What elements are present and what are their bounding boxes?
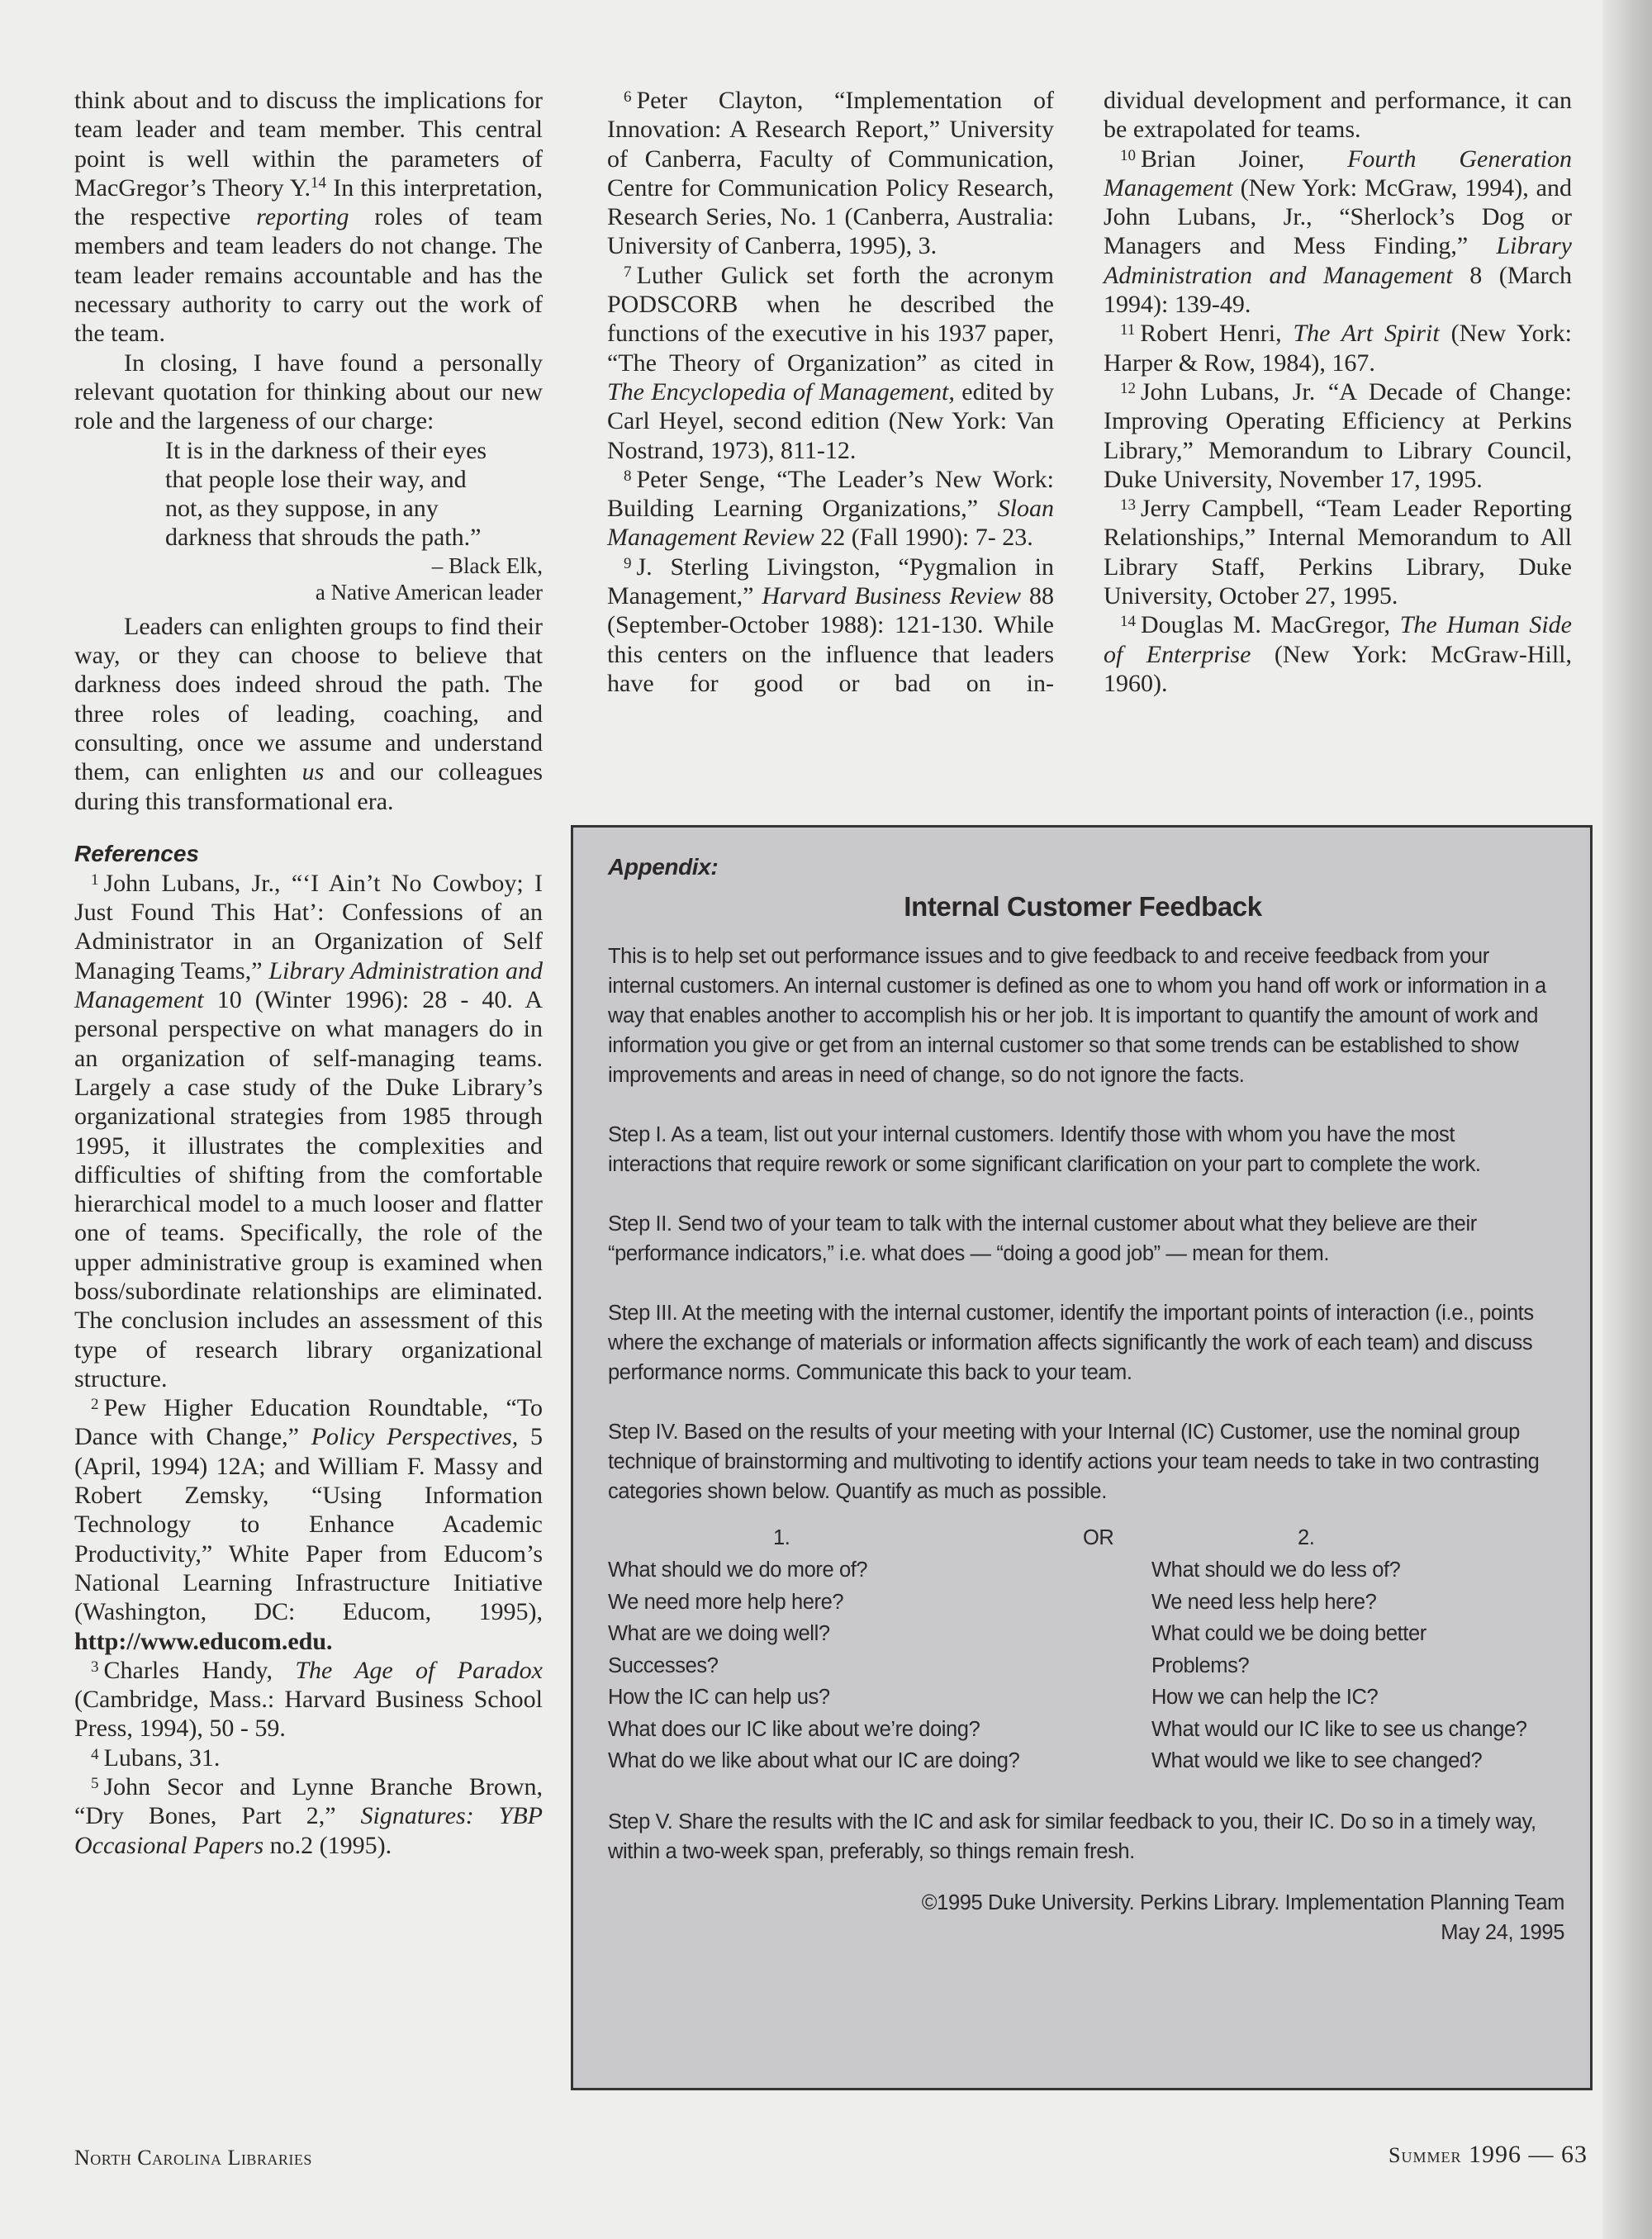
text-run: Robert Henri,: [1140, 320, 1294, 348]
text-run: Peter Clayton, “Implementation of Innovation: A Research Report,” University of Canberra, Faculty of Communication, Centre for Communication Policy Research, Research Series, No. 1 (Canberra, Australia: University of Canberra, 1995), 3.: [607, 87, 1054, 260]
ref-number: 4: [91, 1745, 99, 1763]
ref-number: 9: [624, 554, 632, 572]
question-col1: Successes?: [608, 1653, 719, 1677]
footnote-ref[interactable]: 14: [311, 173, 327, 192]
question-col1: What do we like about what our IC are doing?: [608, 1749, 1020, 1772]
ref-text: [104, 1744, 221, 1772]
question-col1: We need more help here?: [608, 1590, 844, 1614]
ref-text: [607, 466, 1054, 552]
appendix-box: [571, 825, 1593, 2090]
text-run: Leaders can enlighten groups to find their way, or they can choose to believe that darkness does indeed shroud the path. The three roles of leading, coaching, and consulting, once we assume and understand them, can enlighten: [74, 612, 543, 786]
text-run: Peter Senge, “The Leader’s New Work: Building Learning Organizations,”: [607, 465, 1054, 523]
reference-item: [1104, 494, 1572, 610]
footer-issue-page: [1389, 2141, 1588, 2169]
page-edge-shadow: [1602, 0, 1652, 2239]
text-run: dividual development and performance, it can be extrapolated for teams.: [1104, 87, 1572, 144]
reference-item: [1104, 319, 1572, 377]
footer-year-page: 1996 — 63: [1469, 2141, 1588, 2168]
step-3: Step III. At the meeting with the internal customer, identify the important points of interaction (i.e., points where the exchange of materials or information affects significantly the work of each team) and discuss performance norms. Communicate this back to your team.: [608, 1302, 1534, 1384]
ref-number: 11: [1120, 321, 1136, 339]
italic-title: Sloan Management Review: [607, 495, 1054, 552]
paragraph: [74, 349, 543, 436]
step-4: Step IV. Based on the results of your meeting with your Internal (IC) Customer, use the nominal group technique of brainstorming and multivoting to identify actions your team needs to take in two contrasting categories shown below. Quantify as much as possible.: [608, 1421, 1540, 1503]
text-run: John Lubans, Jr., “‘I Ain’t No Cowboy; I Just Found This Hat’: Confessions of an Administrator in an Organization of Self Managing Teams,”: [74, 869, 543, 984]
text-run: 5 (April, 1994) 12A; and William F. Massy and Robert Zemsky, “Using Information Technology to Enhance Academic Productivity,” White Paper from Educom’s National Learning Infrastructure Initiative (Washington, DC: Educom, 1995),: [74, 1423, 543, 1626]
step-2: Step II. Send two of your team to talk with the internal customer about what they believe are their “performance indicators,” i.e. what does — “doing a good job” — mean for them.: [608, 1212, 1477, 1265]
ref-number: 8: [624, 467, 632, 485]
question-col1: What should we do more of?: [608, 1558, 868, 1582]
step-1: Step I. As a team, list out your internal customers. Identify those with whom you have the most interactions that require rework or some significant clarification on your part to complete the work.: [608, 1123, 1481, 1176]
reference-item: [74, 1656, 543, 1743]
ref-number: 3: [91, 1658, 99, 1676]
reference-item: [1104, 145, 1572, 320]
italic-title: The Art Spirit: [1293, 320, 1440, 348]
italic-title: The Encyclopedia of Management,: [607, 377, 955, 406]
reference-item: [607, 465, 1054, 553]
quote-line: that people lose their way, and: [165, 465, 467, 493]
ref-number: 1: [91, 870, 99, 889]
quote-attribution: [74, 553, 543, 605]
text-run: edited by Carl Heyel, second edition (New York: Van Nostrand, 1973), 811-12.: [607, 377, 1054, 464]
block-quote: [165, 436, 543, 553]
or-label: OR: [1083, 1526, 1114, 1549]
right-column: [1104, 86, 1572, 698]
footer-season: Summer: [1389, 2143, 1462, 2167]
text-run: roles of team members and team leaders do not change. The team leader remains accountable and has the necessary authority to carry out the work of the team.: [74, 203, 544, 348]
reference-item: [74, 1772, 543, 1860]
text-run: J. Sterling Livingston, “Pygmalion in Management,”: [607, 553, 1054, 610]
references-heading: References: [74, 840, 199, 866]
ref-text: [607, 553, 1054, 697]
question-col1: What does our IC like about we’re doing?: [608, 1717, 980, 1741]
appendix-label: Appendix:: [608, 854, 719, 880]
question-col2: Problems?: [1151, 1653, 1250, 1677]
italic-title: Library Administration and Management: [1104, 232, 1572, 289]
ref-text: [74, 1773, 543, 1859]
ref-text: [607, 262, 1054, 464]
text-run: think about and to discuss the implications for team leader and team member. This central point is well within the parameters of MacGregor’s Theory Y.: [74, 87, 543, 202]
italic-title: reporting: [256, 203, 349, 231]
text-run: no.2 (1995).: [263, 1831, 392, 1859]
text-run: Douglas M. MacGregor,: [1141, 611, 1400, 639]
reference-item: [74, 869, 543, 1393]
ref-text: [1104, 495, 1572, 610]
italic-title: The Human Side of Enterprise: [1104, 611, 1572, 668]
ref-text: [607, 87, 1054, 259]
question-col2: We need less help here?: [1151, 1590, 1377, 1614]
text-run: Charles Handy,: [103, 1656, 296, 1684]
url-link: http://www.educom.edu.: [74, 1627, 333, 1655]
appendix-intro: This is to help set out performance issues and to give feedback to and receive feedback from your internal customers. An internal customer is defined as one to whom you hand off work or information in a way that enables another to accomplish his or her job. It is important to quantify the amount of work and information you give or get from an internal customer so that some trends can be established to show improvements and areas in need of change, so do not ignore the facts.: [608, 945, 1546, 1087]
reference-item: [1104, 377, 1572, 494]
ref-number: 6: [624, 88, 632, 106]
text-run: Luther Gulick set forth the acronym PODSCORB when he described the functions of the executive in his 1937 paper, “The Theory of Organization” as cited in: [607, 261, 1054, 377]
ref-number: 12: [1120, 379, 1136, 397]
left-column: [74, 86, 543, 1860]
ref-number: 5: [91, 1775, 99, 1793]
questions-grid: [608, 1554, 1558, 1777]
text-run: (Cambridge, Mass.: Harvard Business School Press, 1994), 50 - 59.: [74, 1686, 543, 1743]
text-run: (New York: McGraw, 1994), and John Lubans, Jr., “Sherlock’s Dog or Managers and Mess Finding,”: [1104, 173, 1572, 260]
ref-text: [1104, 320, 1572, 376]
text-run: Brian Joiner,: [1141, 145, 1348, 173]
text-run: (New York: McGraw-Hill, 1960).: [1104, 640, 1572, 697]
text-run: Jerry Campbell, “Team Leader Reporting Relationships,” Internal Memorandum to All Library Staff, Perkins Library, Duke University, October 27, 1995.: [1104, 495, 1572, 610]
ref-number: 7: [624, 263, 632, 281]
reference-item: [1104, 610, 1572, 698]
question-col2: How we can help the IC?: [1151, 1686, 1379, 1709]
question-col2: What could we be doing better: [1151, 1622, 1427, 1645]
ref-text: [1104, 145, 1572, 318]
italic-title: The Age of Paradox: [295, 1656, 543, 1684]
text-run: In closing, I have found a personally relevant quotation for thinking about our new role and the largeness of our charge:: [74, 349, 543, 435]
italic-title: Policy Perspectives,: [311, 1423, 519, 1451]
ref-number: 13: [1120, 496, 1136, 515]
reference-item: [607, 261, 1054, 465]
paragraph: [74, 86, 543, 349]
quote-line: not, as they suppose, in any: [165, 495, 439, 523]
ref-text: [1104, 611, 1572, 697]
option-2-label: 2.: [1298, 1526, 1315, 1549]
text-run: 22 (Fall 1990): 7- 23.: [814, 524, 1033, 552]
text-run: (New York: Harper & Row, 1984), 167.: [1104, 320, 1572, 377]
ref-number: 14: [1120, 613, 1136, 631]
ref-number: 2: [91, 1396, 99, 1414]
quote-line: It is in the darkness of their eyes: [165, 436, 487, 464]
attribution-line: a Native American leader: [315, 579, 543, 605]
appendix-date: May 24, 1995: [1441, 1920, 1564, 1944]
appendix-title: Internal Customer Feedback: [904, 891, 1262, 922]
middle-column: [607, 86, 1054, 698]
question-col1: How the IC can help us?: [608, 1686, 830, 1709]
paragraph: [74, 612, 543, 816]
text-run: 8 (March 1994): 139-49.: [1104, 261, 1572, 319]
text-run: In this interpretation, the respective: [74, 173, 544, 231]
option-1-label: 1.: [773, 1526, 790, 1549]
text-run: Lubans, 31.: [103, 1743, 221, 1772]
ref-text: [74, 1657, 543, 1743]
ref-number: 10: [1120, 146, 1136, 164]
ref-text: [74, 1394, 543, 1654]
question-col1: What are we doing well?: [608, 1622, 830, 1645]
text-run: 10 (Winter 1996): 28 - 40. A personal perspective on what managers do in an organization of self-managing teams. Largely a case study of the Duke Library’s organizational strategies from 1985 through 1995, it illustrates the complexities and difficulties of shifting from the comfortable hierarchical model to a much looser and flatter one of teams. Specifically, the role of the upper administrative group is examined when boss/subordinate relationships are eliminated. The conclusion includes an assessment of this type of research library organizational structure.: [74, 986, 543, 1392]
text-run: and our colleagues during this transformational era.: [74, 758, 543, 815]
reference-item: [74, 1393, 543, 1656]
italic-title: Library Administration and Management: [74, 956, 543, 1014]
ref-text: [74, 870, 543, 1392]
appendix-credit: ©1995 Duke University. Perkins Library. Implementation Planning Team: [921, 1890, 1564, 1914]
footer-journal-name: North Carolina Libraries: [74, 2146, 312, 2170]
attribution-line: – Black Elk,: [431, 553, 543, 578]
ref-text: [1104, 378, 1572, 493]
text-run: Pew Higher Education Roundtable, “To Dance with Change,”: [74, 1394, 543, 1451]
text-run: 88 (September-October 1988): 121-130. While this centers on the influence that leaders have for good or bad on in-: [607, 582, 1054, 697]
step-5: Step V. Share the results with the IC and ask for similar feedback to you, their IC. Do so in a timely way, within a two-week span, preferably, so things remain fresh.: [608, 1810, 1536, 1863]
text-run: John Lubans, Jr. “A Decade of Change: Improving Operating Efficiency at Perkins Library,” Memorandum to Library Council, Duke University, November 17, 1995.: [1104, 377, 1572, 493]
quote-line: darkness that shrouds the path.”: [165, 524, 482, 552]
italic-title: Harvard Business Review: [762, 582, 1022, 610]
reference-item: [607, 553, 1054, 698]
question-col2: What should we do less of?: [1151, 1558, 1401, 1582]
italic-title: Fourth Generation Management: [1104, 145, 1573, 202]
question-col2: What would our IC like to see us change?: [1151, 1717, 1527, 1741]
options-header: [608, 1521, 1558, 1554]
italic-title: Signatures: YBP Occasional Papers: [74, 1802, 543, 1859]
reference-item: [607, 86, 1054, 261]
reference-continuation: [1104, 86, 1572, 145]
italic-title: us: [301, 758, 325, 786]
reference-item: [74, 1743, 543, 1772]
question-col2: What would we like to see changed?: [1151, 1749, 1483, 1772]
text-run: John Secor and Lynne Branche Brown, “Dry Bones, Part 2,”: [74, 1773, 543, 1830]
